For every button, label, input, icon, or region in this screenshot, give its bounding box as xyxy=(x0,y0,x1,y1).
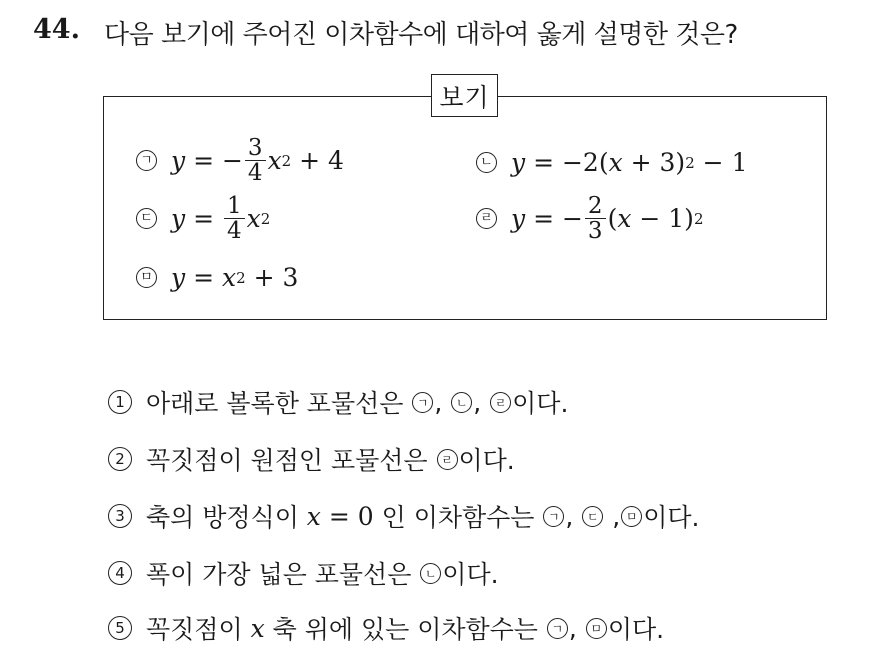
option-end: 이다. xyxy=(607,615,665,644)
option-number: 4 xyxy=(108,561,132,585)
option-text: 축 위에 있는 이차함수는 xyxy=(264,615,546,644)
example-item-4 xyxy=(476,194,703,243)
answer-option-5[interactable] xyxy=(108,610,664,646)
exponent: 2 xyxy=(685,153,695,172)
separator: , xyxy=(473,387,490,417)
example-item-2 xyxy=(476,148,747,177)
marker-circle: ㅁ xyxy=(621,506,642,527)
option-text: 꼭짓점이 xyxy=(146,615,251,644)
marker-circle: ㄷ xyxy=(136,208,157,229)
formula-main: y = −2(x + 3) xyxy=(511,148,686,177)
formula-main: y = x xyxy=(171,263,237,292)
marker-circle: ㄱ xyxy=(547,618,568,639)
option-end: 이다. xyxy=(512,389,569,418)
option-text: 축의 방정식이 xyxy=(146,503,307,532)
formula-tail: + 4 xyxy=(291,146,344,176)
math-expression: x = 0 xyxy=(306,501,374,531)
example-box-title: 보기 xyxy=(431,74,498,117)
question-text: 다음 보기에 주어진 이차함수에 대하여 옳게 설명한 것은? xyxy=(104,20,738,50)
exponent: 2 xyxy=(281,151,292,170)
separator: , xyxy=(568,613,585,643)
formula-tail: + 3 xyxy=(245,263,299,292)
marker-circle: ㄱ xyxy=(543,506,564,527)
option-number: 3 xyxy=(108,504,132,528)
marker-circle: ㄱ xyxy=(136,150,157,171)
example-item-1 xyxy=(136,136,344,185)
answer-option-3[interactable] xyxy=(108,498,699,534)
answer-option-2[interactable] xyxy=(108,441,515,477)
option-number: 2 xyxy=(108,447,132,471)
question-number: 44. xyxy=(33,14,80,45)
marker-circle: ㄹ xyxy=(476,208,497,229)
option-text: 아래로 볼록한 포물선은 xyxy=(146,389,412,418)
separator: , xyxy=(434,387,451,417)
exponent: 2 xyxy=(236,268,246,287)
separator: , xyxy=(604,501,621,531)
math-expression: x xyxy=(250,613,265,643)
exponent: 2 xyxy=(260,209,271,228)
marker-circle: ㄱ xyxy=(412,392,433,413)
marker-circle: ㄴ xyxy=(420,563,441,584)
marker-circle: ㅁ xyxy=(586,618,607,639)
marker-circle: ㄹ xyxy=(490,392,511,413)
fraction: $\frac{3}{4}$ xyxy=(245,136,266,185)
option-end: 이다. xyxy=(643,503,700,532)
marker-circle: ㄷ xyxy=(582,506,603,527)
formula-var: x xyxy=(246,204,261,234)
option-end: 이다. xyxy=(458,446,515,475)
exponent: 2 xyxy=(693,209,704,228)
marker-circle: ㄹ xyxy=(437,449,458,470)
option-number: 1 xyxy=(108,390,132,414)
formula-lhs: y = − xyxy=(171,146,243,176)
marker-circle: ㅁ xyxy=(136,267,157,288)
answer-option-4[interactable] xyxy=(108,555,499,591)
marker-circle: ㄴ xyxy=(476,152,497,173)
example-item-5 xyxy=(136,263,298,292)
option-text: 인 이차함수는 xyxy=(373,503,543,532)
fraction: $\frac{2}{3}$ xyxy=(585,194,606,243)
formula-lhs: y = − xyxy=(511,204,583,234)
option-number: 5 xyxy=(108,616,132,640)
example-item-3 xyxy=(136,194,270,243)
marker-circle: ㄴ xyxy=(451,392,472,413)
formula-var: x xyxy=(267,146,282,176)
answer-option-1[interactable] xyxy=(108,384,568,420)
fraction: $\frac{1}{4}$ xyxy=(224,194,245,243)
option-text: 폭이 가장 넓은 포물선은 xyxy=(146,560,420,589)
separator: , xyxy=(565,501,582,531)
formula-rhs: (x − 1) xyxy=(607,204,694,234)
option-end: 이다. xyxy=(442,560,499,589)
formula-tail: − 1 xyxy=(694,148,748,177)
option-text: 꼭짓점이 원점인 포물선은 xyxy=(146,446,436,475)
formula-lhs: y = xyxy=(171,204,222,234)
